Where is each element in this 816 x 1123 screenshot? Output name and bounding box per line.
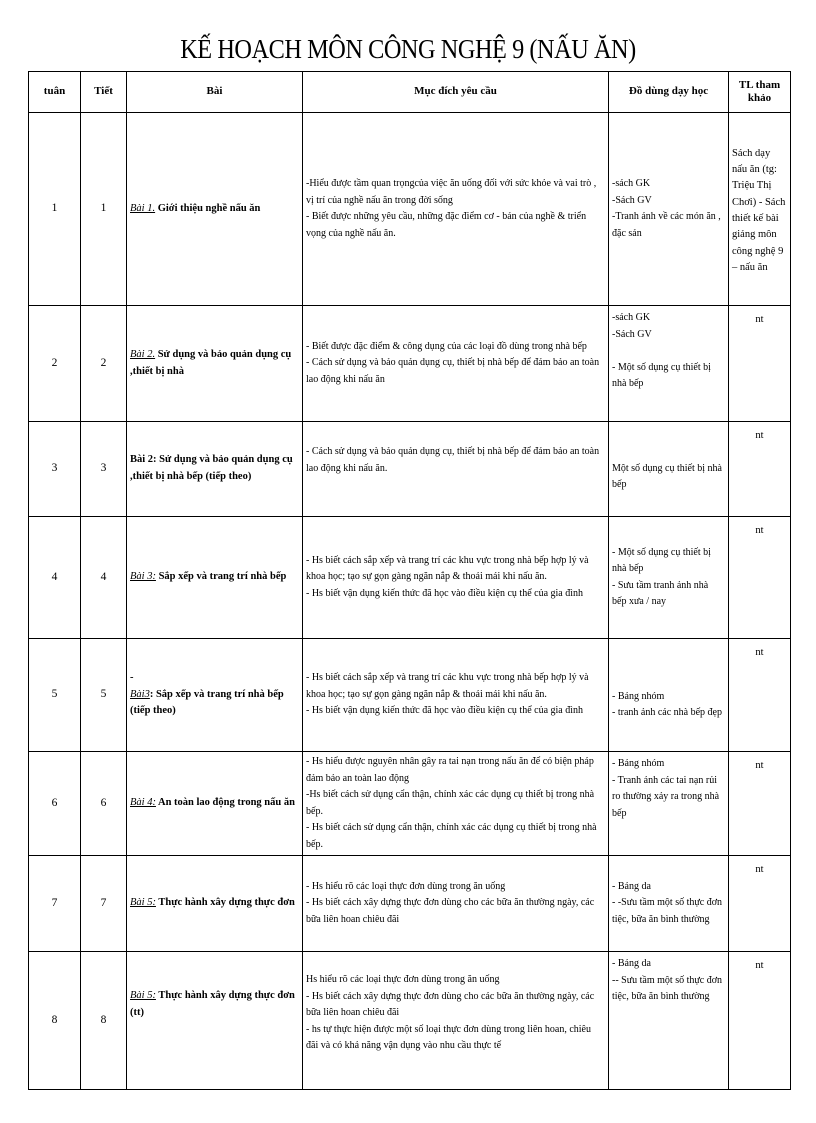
purpose-line: - Hs biết vận dụng kiến thức đã học vào điều kiện cụ thể của gia đình bbox=[306, 587, 584, 599]
cell-tuan: 6 bbox=[29, 752, 81, 856]
cell-tiet: 4 bbox=[81, 517, 127, 639]
cell-reference: nt bbox=[729, 856, 791, 952]
table-row bbox=[29, 113, 791, 306]
lesson-plan-table bbox=[28, 71, 791, 1090]
table-row bbox=[29, 306, 791, 422]
purpose-line: - Cách sử dụng và bảo quản dụng cụ, thiết bị nhà bếp để đảm bảo an toàn lao động khi nấu ăn. bbox=[306, 446, 600, 474]
table-row bbox=[29, 517, 791, 639]
equipment-line: - Bảng nhóm bbox=[612, 690, 665, 702]
cell-lesson bbox=[127, 422, 303, 517]
lesson-title: Sử dụng và bảo quản dụng cụ ,thiết bị nhà bbox=[130, 348, 292, 377]
table-header-row bbox=[29, 72, 791, 113]
cell-tiet: 3 bbox=[81, 422, 127, 517]
cell-equipment bbox=[609, 422, 729, 517]
header-tiet: Tiết bbox=[81, 72, 127, 113]
purpose-line: - Hs biết cách xây dựng thực đơn dùng cho các bữa ăn thường ngày, các bữa liên hoan chiêu đãi bbox=[306, 897, 595, 925]
lesson-lead: Bài 5: bbox=[130, 897, 156, 909]
cell-tuan: 7 bbox=[29, 856, 81, 952]
equipment-line: - Sưu tầm tranh ảnh nhà bếp xưa / nay bbox=[612, 579, 709, 607]
cell-tuan: 8 bbox=[29, 952, 81, 1090]
cell-tuan: 4 bbox=[29, 517, 81, 639]
lesson-title: Thực hành xây dựng thực đơn bbox=[155, 897, 295, 909]
cell-equipment bbox=[609, 856, 729, 952]
cell-lesson bbox=[127, 752, 303, 856]
cell-equipment bbox=[609, 517, 729, 639]
table-row bbox=[29, 752, 791, 856]
equipment-line: -Sách GV bbox=[612, 328, 652, 340]
cell-equipment bbox=[609, 639, 729, 752]
header-do-dung: Đồ dùng dạy học bbox=[609, 72, 729, 113]
equipment-line: - tranh ảnh các nhà bếp đẹp bbox=[612, 707, 722, 718]
header-muc-dich: Mục đích yêu cầu bbox=[303, 72, 609, 113]
purpose-line: -Hs biết cách sử dụng cẩn thận, chính xác các dụng cụ thiết bị trong nhà bếp. bbox=[306, 789, 595, 817]
equipment-line: -Sách GV bbox=[612, 194, 652, 206]
cell-lesson bbox=[127, 113, 303, 306]
cell-purpose bbox=[303, 639, 609, 752]
equipment-line: -sách GK bbox=[612, 178, 651, 189]
purpose-line: - Biết được đặc điểm & công dụng của các loại đồ dùng trong nhà bếp bbox=[306, 340, 587, 352]
lesson-prefix: - bbox=[130, 671, 134, 683]
cell-tiet: 6 bbox=[81, 752, 127, 856]
cell-reference: nt bbox=[729, 517, 791, 639]
equipment-line: - Một số dụng cụ thiết bị nhà bếp bbox=[612, 361, 711, 389]
cell-tuan: 5 bbox=[29, 639, 81, 752]
purpose-line: - hs tự thực hiện được một số loại thực đơn dùng trong liên hoan, chiêu đãi và có khả năng vận dụng vào nhu cầu thực tế bbox=[306, 1023, 591, 1051]
cell-reference: nt bbox=[729, 639, 791, 752]
lesson-lead: Bài 1. bbox=[130, 202, 156, 214]
cell-lesson bbox=[127, 952, 303, 1090]
cell-purpose bbox=[303, 306, 609, 422]
header-bai: Bài bbox=[127, 72, 303, 113]
purpose-line: - Hs biết cách sắp xếp và trang trí các khu vực trong nhà bếp hợp lý và khoa học; tạo sự gọn gàng ngăn nắp & thoải mái khi nấu ăn. bbox=[306, 672, 589, 700]
cell-equipment bbox=[609, 752, 729, 856]
purpose-line: - Hs biết cách xây dựng thực đơn dùng cho các bữa ăn thường ngày, các bữa liên hoan chiêu đãi bbox=[306, 990, 595, 1018]
header-tuan: tuân bbox=[29, 72, 81, 113]
equipment-line: - Bảng nhóm bbox=[612, 758, 665, 769]
purpose-line: - Cách sử dụng và bảo quản dụng cụ, thiết bị nhà bếp để đảm bảo an toàn lao động khi nấu ăn bbox=[306, 357, 600, 385]
purpose-line: - Hs hiểu rõ các loại thực đơn dùng trong ăn uống bbox=[306, 880, 506, 892]
header-tl: TL tham khảo bbox=[729, 72, 791, 113]
cell-tiet: 5 bbox=[81, 639, 127, 752]
cell-tiet: 2 bbox=[81, 306, 127, 422]
cell-reference: Sách dạy nấu ăn (tg: Triệu Thị Chơi) - Sách thiết kế bài giảng môn công nghệ 9 – nấu ăn bbox=[729, 113, 791, 306]
cell-tuan: 2 bbox=[29, 306, 81, 422]
page-title: KẾ HOẠCH MÔN CÔNG NGHỆ 9 (NẤU ĂN) bbox=[180, 34, 636, 64]
lesson-lead: Bài 5: bbox=[130, 990, 156, 1001]
lesson-lead: Bài 2. bbox=[130, 348, 156, 360]
cell-tiet: 1 bbox=[81, 113, 127, 306]
cell-purpose bbox=[303, 517, 609, 639]
purpose-line: - Hs hiểu được nguyên nhân gây ra tai nạn trong nấu ăn để có biện pháp đảm bảo an toàn lao động bbox=[306, 756, 594, 784]
equipment-line: - Bảng da bbox=[612, 958, 651, 969]
lesson-title: Giới thiệu nghề nấu ăn bbox=[155, 202, 261, 214]
cell-purpose bbox=[303, 856, 609, 952]
cell-tiet: 8 bbox=[81, 952, 127, 1090]
purpose-line: Hs hiểu rõ các loại thực đơn dùng trong ăn uống bbox=[306, 974, 500, 985]
lesson-title: Thực hành xây dựng thực đơn (tt) bbox=[130, 990, 295, 1018]
lesson-title: An toàn lao động trong nấu ăn bbox=[155, 797, 295, 809]
cell-lesson bbox=[127, 856, 303, 952]
cell-reference: nt bbox=[729, 422, 791, 517]
cell-lesson bbox=[127, 639, 303, 752]
cell-equipment bbox=[609, 306, 729, 422]
purpose-line: -Hiểu được tầm quan trọngcủa việc ăn uống đối với sức khỏe và vai trò , vị trí của nghề nấu ăn trong đời sống bbox=[306, 178, 597, 206]
cell-purpose bbox=[303, 752, 609, 856]
lesson-lead: Bài 3: bbox=[130, 571, 156, 583]
lesson-lead: Bài 4: bbox=[130, 797, 156, 809]
cell-reference: nt bbox=[729, 752, 791, 856]
purpose-line: - Hs biết vận dụng kiến thức đã học vào điều kiện cụ thể của gia đình bbox=[306, 705, 584, 717]
table-row bbox=[29, 856, 791, 952]
purpose-line: - Biết được những yêu cầu, những đặc điểm cơ - bản của nghề & triển vọng của nghề nấu ăn. bbox=[306, 211, 587, 239]
table-row bbox=[29, 952, 791, 1090]
cell-purpose bbox=[303, 422, 609, 517]
lesson-title: : Sắp xếp và trang trí nhà bếp (tiếp theo) bbox=[130, 688, 284, 717]
cell-reference: nt bbox=[729, 306, 791, 422]
cell-purpose bbox=[303, 952, 609, 1090]
cell-tuan: 3 bbox=[29, 422, 81, 517]
cell-lesson bbox=[127, 517, 303, 639]
equipment-line bbox=[612, 343, 725, 360]
cell-tuan: 1 bbox=[29, 113, 81, 306]
table-row bbox=[29, 639, 791, 752]
cell-equipment bbox=[609, 113, 729, 306]
equipment-line: - Tranh ảnh các tai nạn rủi ro thường xảy ra trong nhà bếp bbox=[612, 774, 720, 819]
purpose-line: - Hs biết cách sắp xếp và trang trí các khu vực trong nhà bếp hợp lý và khoa học; tạo sự gọn gàng ngăn nắp & thoải mái khi nấu ăn. bbox=[306, 554, 589, 583]
equipment-line: -- Sưu tầm một số thực đơn tiệc, bữa ăn bình thường bbox=[612, 974, 723, 1002]
equipment-line: -Tranh ảnh về các món ăn , đặc sản bbox=[612, 211, 721, 239]
purpose-line: - Hs biết cách sử dụng cẩn thận, chính xác các dụng cụ thiết bị trong nhà bếp. bbox=[306, 822, 597, 850]
cell-purpose bbox=[303, 113, 609, 306]
lesson-title: Sắp xếp và trang trí nhà bếp bbox=[155, 571, 287, 583]
equipment-line: - -Sưu tầm một số thực đơn tiệc, bữa ăn bình thường bbox=[612, 897, 723, 925]
equipment-line: Một số dụng cụ thiết bị nhà bếp bbox=[612, 462, 722, 490]
equipment-line: - Bảng da bbox=[612, 880, 651, 892]
equipment-line: - Một số dụng cụ thiết bị nhà bếp bbox=[612, 546, 711, 574]
cell-reference: nt bbox=[729, 952, 791, 1090]
cell-equipment bbox=[609, 952, 729, 1090]
equipment-line: -sách GK bbox=[612, 312, 651, 323]
cell-lesson bbox=[127, 306, 303, 422]
lesson-lead: Bài3 bbox=[130, 688, 150, 700]
table-row bbox=[29, 422, 791, 517]
cell-tiet: 7 bbox=[81, 856, 127, 952]
lesson-title: Bài 2: Sử dụng và bảo quản dụng cụ ,thiết bị nhà bếp (tiếp theo) bbox=[130, 454, 293, 482]
